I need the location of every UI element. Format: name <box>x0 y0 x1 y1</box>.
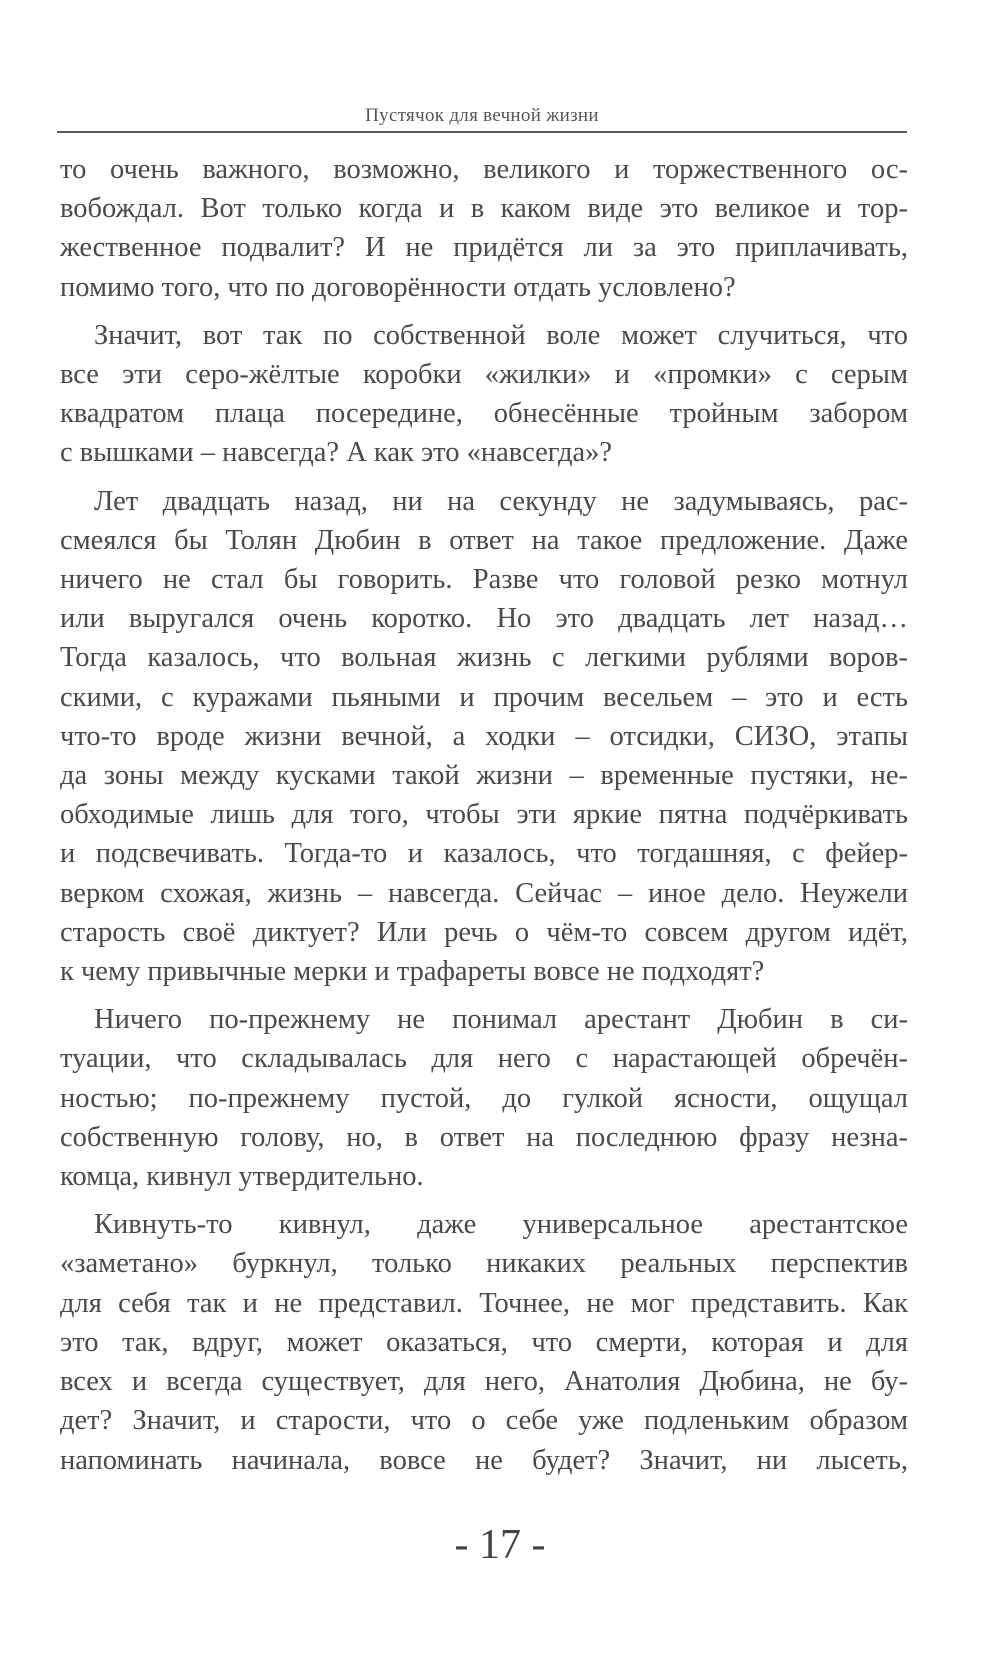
paragraph <box>60 1205 908 1479</box>
text-line: обходимые лишь для того, чтобы эти яркие пятна подчёркивать <box>60 799 908 831</box>
text-line: дет? Значит, и старости, что о себе уже подленьким образом <box>60 1405 908 1437</box>
text-line: вобождал. Вот только когда и в каком виде это великое и тор- <box>60 193 908 225</box>
text-line: Тогда казалось, что вольная жизнь с легкими рублями воров- <box>60 642 908 674</box>
text-line: Значит, вот так по собственной воле может случиться, что <box>94 319 908 351</box>
paragraph <box>60 1000 908 1196</box>
paragraph <box>60 150 908 307</box>
body-text <box>60 150 908 1489</box>
paragraph <box>60 482 908 992</box>
text-line: с вышками – навсегда? А как это «навсегда»? <box>60 437 613 469</box>
text-line: ностью; по-прежнему пустой, до гулкой ясности, ощущал <box>60 1082 908 1114</box>
text-line: квадратом плаца посередине, обнесённые тройным забором <box>60 398 908 430</box>
text-line: Кивнуть-то кивнул, даже универсальное арестантское <box>94 1209 908 1241</box>
text-line: к чему привычные мерки и трафареты вовсе не подходят? <box>60 956 765 988</box>
header-rule <box>57 131 907 133</box>
text-line: все эти серо-жёлтые коробки «жилки» и «промки» с серым <box>60 359 908 391</box>
text-line: ничего не стал бы говорить. Разве что головой резко мотнул <box>60 564 908 596</box>
text-line: туации, что складывалась для него с нарастающей обречён- <box>60 1043 908 1075</box>
text-line: это так, вдруг, может оказаться, что смерти, которая и для <box>60 1326 908 1358</box>
page-number: - 17 - <box>454 1522 546 1568</box>
text-line: да зоны между кусками такой жизни – временные пустяки, не- <box>60 760 908 792</box>
text-line: собственную голову, но, в ответ на последнюю фразу незна- <box>60 1121 908 1153</box>
text-line: напоминать начинала, вовсе не будет? Значит, ни лысеть, <box>60 1444 908 1476</box>
running-head: Пустячок для вечной жизни <box>365 105 599 126</box>
text-line: Ничего по-прежнему не понимал арестант Дюбин в си- <box>94 1004 908 1036</box>
text-line: комца, кивнул утвердительно. <box>60 1161 424 1193</box>
text-line: то очень важного, возможно, великого и торжественного ос- <box>60 154 908 185</box>
text-line: помимо того, что по договорённости отдать условлено? <box>60 271 736 303</box>
text-line: старость своё диктует? Или речь о чём-то совсем другом идёт, <box>60 916 908 948</box>
text-line: всех и всегда существует, для него, Анатолия Дюбина, не бу- <box>60 1366 908 1398</box>
text-line: «заметано» буркнул, только никаких реальных перспектив <box>60 1248 908 1280</box>
text-line: жественное подвалит? И не придётся ли за это приплачивать, <box>60 232 908 264</box>
text-line: скими, с куражами пьяными и прочим весельем – это и есть <box>60 681 908 713</box>
text-line: верком схожая, жизнь – навсегда. Сейчас – иное дело. Неужели <box>60 877 908 909</box>
text-line: Лет двадцать назад, ни на секунду не задумываясь, рас- <box>94 485 908 517</box>
paragraph <box>60 316 908 473</box>
text-line: и подсвечивать. Тогда-то и казалось, что тогдашняя, с фейер- <box>60 838 908 870</box>
text-line: смеялся бы Толян Дюбин в ответ на такое предложение. Даже <box>60 524 908 556</box>
text-line: или выругался очень коротко. Но это двадцать лет назад… <box>60 603 908 635</box>
text-line: что-то вроде жизни вечной, а ходки – отсидки, СИЗО, этапы <box>60 720 908 752</box>
text-line: для себя так и не представил. Точнее, не мог представить. Как <box>60 1287 908 1319</box>
